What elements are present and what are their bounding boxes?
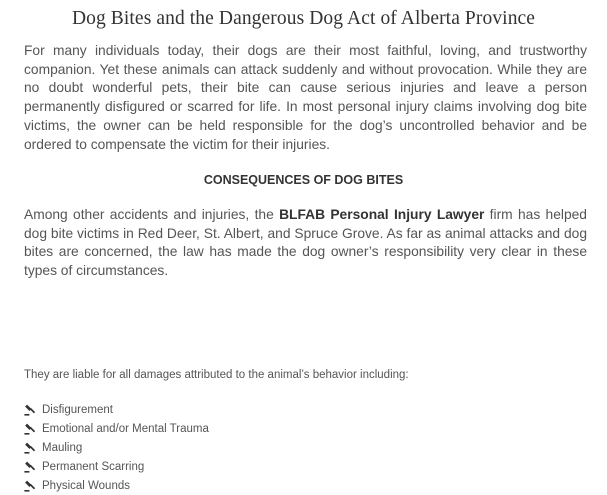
intro-paragraph: For many individuals today, their dogs are their most faithful, loving, and trustworthy companion. Yet these animals can attack suddenly and without provocation. While they are no doubt wonderful pets, their bite can cause serious injuries and leave a person permanently disfigured or scarred for life. In most personal injury claims involving dog bite victims, the owner can be held responsible for the dog’s uncontrolled behavior and be ordered to compensate the victim for their injuries. [24,43,587,152]
section-heading: CONSEQUENCES OF DOG BITES [203,173,404,187]
firm-name: BLFAB Personal Injury Lawyer [279,207,485,222]
consequences-paragraph [24,206,587,281]
list-item [24,438,209,457]
damages-list [24,400,209,495]
list-item [24,476,209,495]
list-item-label: Emotional and/or Mental Trauma [42,422,209,435]
liability-text: They are liable for all damages attributed to the animal’s behavior including: [24,369,409,381]
consequences-text-before: Among other accidents and injuries, the [24,207,280,222]
list-item-label: Physical Wounds [42,479,130,492]
gavel-icon [24,461,36,473]
page-title: Dog Bites and the Dangerous Dog Act of Alberta Province [71,8,536,29]
list-item-label: Disfigurement [42,403,113,416]
list-item [24,400,209,419]
consequences-text-after: firm has helped dog bite victims in Red Deer, St. Albert, and Spruce Grove. As far as animal attacks and dog bites are concerned, the law has made the dog owner’s responsibility very clear in these types of circumstances. [24,207,587,279]
gavel-icon [24,480,36,492]
list-item [24,457,209,476]
list-item-label: Permanent Scarring [42,460,145,473]
list-item [24,419,209,438]
gavel-icon [24,423,36,435]
list-item-label: Mauling [42,441,83,454]
gavel-icon [24,404,36,416]
gavel-icon [24,442,36,454]
